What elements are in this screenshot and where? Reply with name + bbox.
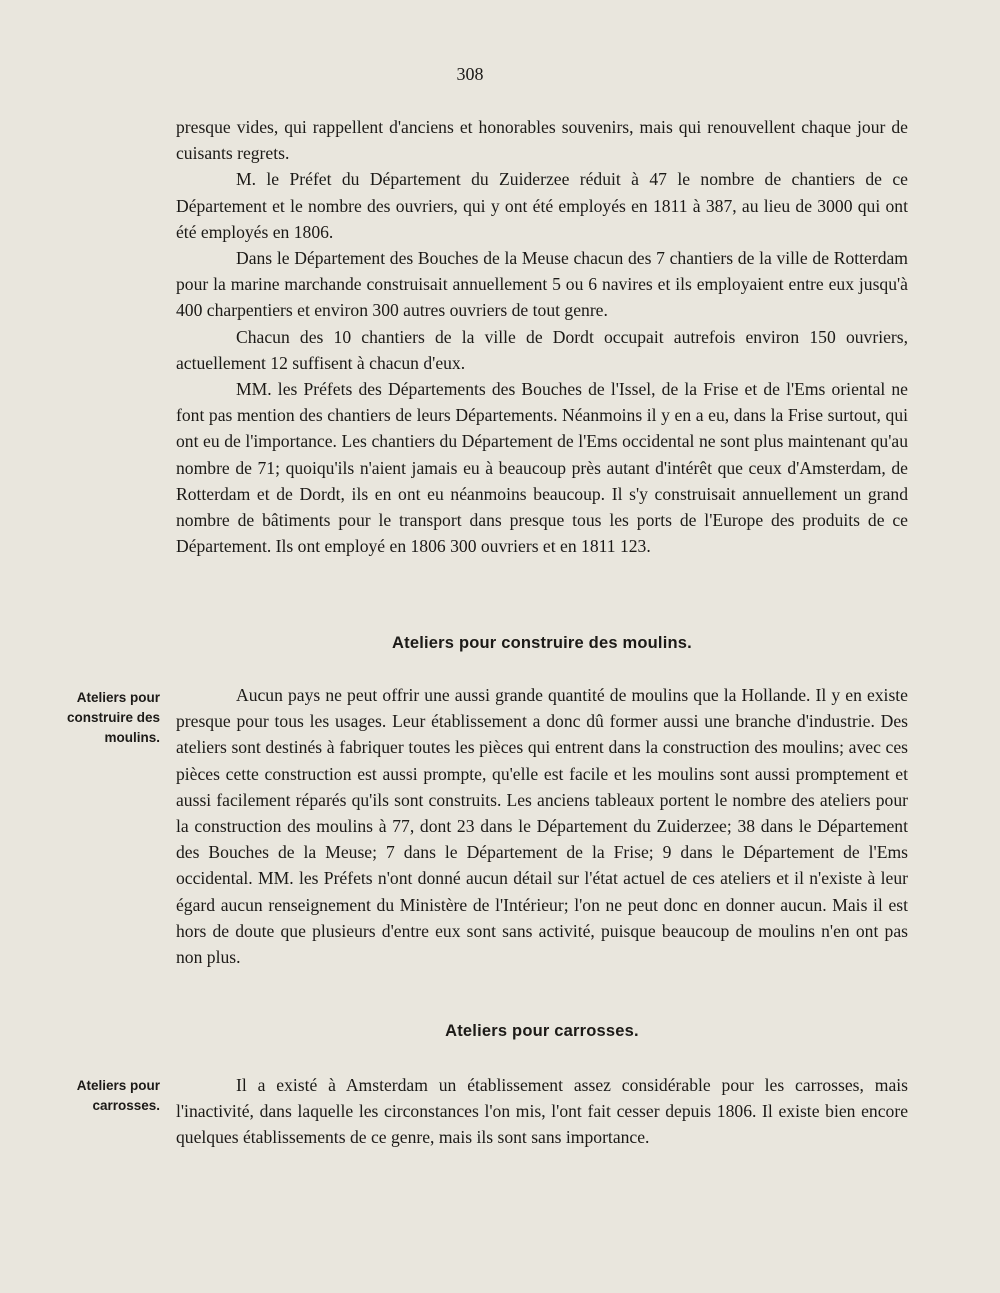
paragraph: Chacun des 10 chantiers de la ville de Dordt occupait autrefois environ 150 ouvriers, actuellement 12 suffisent à chacun d'eux. [176, 326, 908, 373]
paragraph: Il a existé à Amsterdam un établissement assez considérable pour les carrosses, mais l'inactivité, dans laquelle les circonstances l'on mis, l'ont fait cesser depuis 1806. Il existe bien encore quelques établissements de ce genre, mais ils sont sans importance. [176, 1075, 908, 1148]
margin-note-carrosses: Ateliers pour carrosses. [76, 1078, 160, 1113]
paragraph: presque vides, qui rappellent d'anciens et honorables souvenirs, mais qui renouvellent chaque jour de cuisants regrets. [176, 117, 908, 164]
paragraph: Aucun pays ne peut offrir une aussi grande quantité de moulins que la Hollande. Il y en existe presque pour tous les usages. Leur établissement a donc dû former aussi une branche d'industrie. Des ateliers sont destinés à fabriquer toutes les pièces qui entrent dans la construction des moulins; avec ces pièces cette construction est aussi prompte, qu'elle est facile et les moulins sont aussi promptement et aussi facilement réparés qu'ils sont construits. Les anciens tableaux portent le nombre des ateliers pour la construction des moulins à 77, dont 23 dans le Département du Zuiderzee; 38 dans le Département des Bouches de la Meuse; 7 dans le Département de la Frise; 9 dans le Département de l'Ems occidental. MM. les Préfets n'ont donné aucun détail sur l'état actuel de ces ateliers et il n'existe à leur égard aucun renseignement du Ministère de l'Intérieur; l'on ne peut donc en donner aucun. Mais il est hors de doute que plusieurs d'entre eux sont sans activité, puisque beaucoup de moulins n'en ont pas non plus. [176, 685, 908, 968]
section-heading-carrosses: Ateliers pour carrosses. [445, 1022, 639, 1040]
paragraph: Dans le Département des Bouches de la Meuse chacun des 7 chantiers de la ville de Rotterdam pour la marine marchande construisait annuellement 5 ou 6 navires et ils employaient entre eux jusqu'à 400 charpentiers et environ 300 autres ouvriers de tout genre. [176, 248, 908, 321]
section-chantiers-text [176, 114, 908, 559]
section-moulins-text [176, 682, 908, 970]
section-carrosses-text [176, 1072, 908, 1151]
paragraph: M. le Préfet du Département du Zuiderzee réduit à 47 le nombre de chantiers de ce Département et le nombre des ouvriers, qui y ont été employés en 1811 à 387, au lieu de 3000 qui ont été employés en 1806. [176, 169, 908, 242]
margin-note-moulins: Ateliers pour construire des moulins. [66, 690, 160, 745]
section-heading-moulins: Ateliers pour construire des moulins. [392, 634, 692, 652]
page-number: 308 [456, 64, 484, 84]
paragraph: MM. les Préfets des Départements des Bouches de l'Issel, de la Frise et de l'Ems oriental ne font pas mention des chantiers de leurs Départements. Néanmoins il y en a eu, dans la Frise surtout, qui ont eu de l'importance. Les chantiers du Département de l'Ems occidental ne sont plus maintenant qu'au nombre de 71; quoiqu'ils n'aient jamais eu à beaucoup près autant d'intérêt que ceux d'Amsterdam, de Rotterdam et de Dordt, ils en ont eu néanmoins beaucoup. Il s'y construisait annuellement un grand nombre de bâtiments pour le transport dans presque tous les ports de l'Europe des produits de ce Département. Ils ont employé en 1806 300 ouvriers et en 1811 123. [176, 379, 908, 557]
